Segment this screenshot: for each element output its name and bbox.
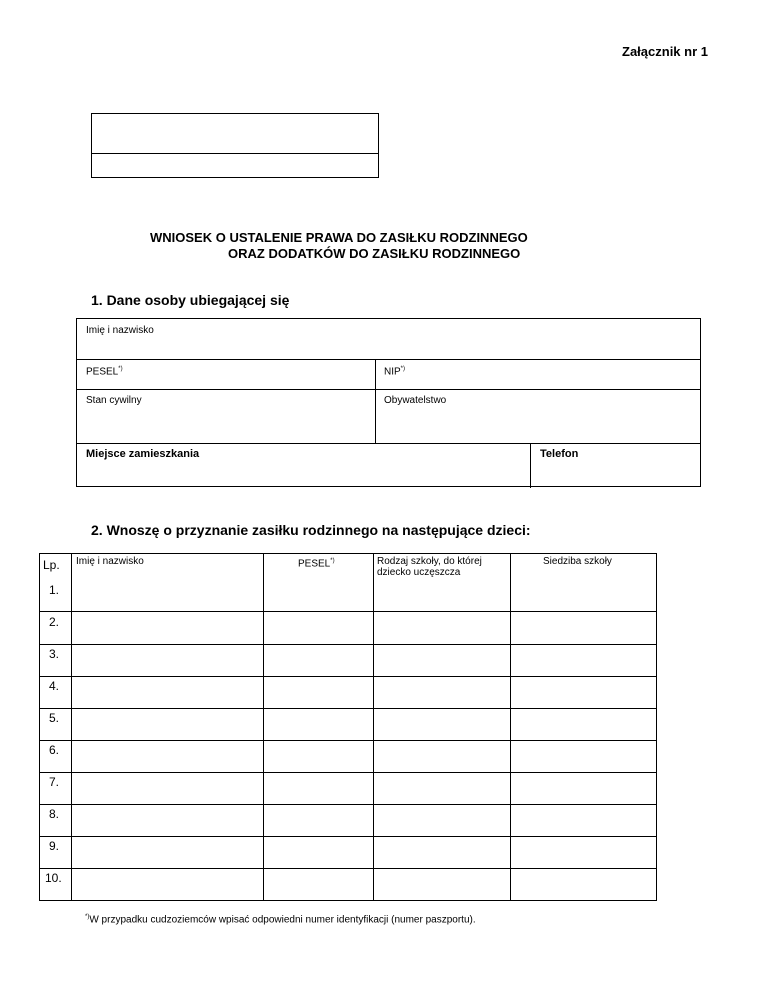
row-number: 6. — [49, 743, 60, 757]
row-divider — [40, 676, 656, 677]
row-number: 5. — [49, 711, 60, 725]
title-line-2: ORAZ DODATKÓW DO ZASIŁKU RODZINNEGO — [228, 246, 521, 261]
column-header-name: Imię i nazwisko — [76, 556, 144, 567]
applicant-marital-status-label: Stan cywilny — [86, 395, 142, 406]
column-divider — [71, 554, 72, 900]
footnote-mark: *) — [85, 914, 90, 920]
pesel-label-text: PESEL — [86, 366, 119, 378]
column-header-pesel — [298, 556, 335, 569]
column-header-lp: Lp. — [43, 558, 60, 572]
applicant-residence-label: Miejsce zamieszkania — [86, 448, 200, 460]
applicant-data-box — [76, 318, 701, 487]
row-number: 4. — [49, 679, 60, 693]
row-number: 10. — [45, 871, 62, 885]
row-number: 3. — [49, 647, 60, 661]
row-number: 2. — [49, 615, 60, 629]
nip-label-text: NIP — [384, 366, 401, 378]
column-header-school-seat: Siedziba szkoły — [543, 556, 612, 567]
stamp-box-divider — [92, 153, 378, 154]
pesel-header-text: PESEL — [298, 558, 331, 570]
section-2-heading: 2. Wnoszę o przyznanie zasiłku rodzinnego na następujące dzieci: — [91, 522, 531, 538]
row-divider — [40, 708, 656, 709]
column-divider — [510, 554, 511, 900]
applicant-nip-label — [384, 366, 405, 377]
row-divider — [40, 868, 656, 869]
row-divider — [40, 772, 656, 773]
row-divider — [77, 359, 700, 360]
row-divider — [40, 644, 656, 645]
row-divider — [77, 443, 700, 444]
row-divider — [77, 389, 700, 390]
column-header-school-type — [377, 556, 482, 578]
pesel-footnote-mark: *) — [118, 366, 123, 372]
footnote — [85, 914, 476, 925]
applicant-pesel-label — [86, 366, 123, 377]
school-type-header-line-1: Rodzaj szkoły, do której — [377, 556, 482, 567]
annex-number: Załącznik nr 1 — [622, 44, 708, 59]
applicant-phone-label: Telefon — [540, 448, 579, 460]
applicant-name-label: Imię i nazwisko — [86, 325, 154, 336]
column-divider — [263, 554, 264, 900]
row-divider — [40, 804, 656, 805]
column-divider — [373, 554, 374, 900]
row-divider — [40, 740, 656, 741]
row-number: 9. — [49, 839, 60, 853]
title-line-1: WNIOSEK O USTALENIE PRAWA DO ZASIŁKU RODZINNEGO — [150, 230, 528, 245]
column-divider — [375, 359, 376, 443]
applicant-citizenship-label: Obywatelstwo — [384, 395, 447, 406]
row-number: 1. — [49, 583, 60, 597]
row-number: 8. — [49, 807, 60, 821]
footnote-text: W przypadku cudzoziemców wpisać odpowiedni numer identyfikacji (numer paszportu). — [89, 914, 476, 926]
pesel-header-footnote-mark: *) — [330, 558, 335, 564]
school-type-header-line-2: dziecko uczęszcza — [377, 567, 461, 578]
nip-footnote-mark: *) — [400, 366, 406, 372]
row-number: 7. — [49, 775, 60, 789]
row-divider — [40, 836, 656, 837]
row-divider — [40, 611, 656, 612]
section-1-heading: 1. Dane osoby ubiegającej się — [91, 292, 290, 308]
office-stamp-box — [91, 113, 379, 178]
column-divider — [530, 443, 531, 488]
children-table — [39, 553, 657, 901]
